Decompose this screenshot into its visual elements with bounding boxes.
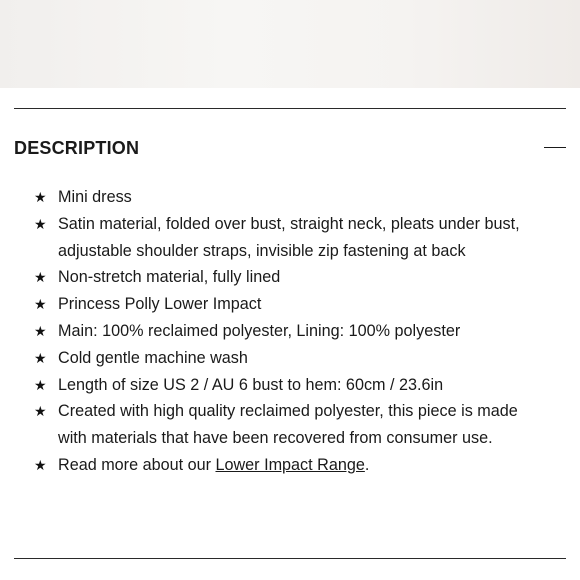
- star-bullet-icon: ★: [34, 456, 47, 473]
- section-divider-bottom: [14, 558, 566, 559]
- read-more-prefix: Read more about our: [58, 455, 216, 474]
- section-divider-top: [14, 108, 566, 109]
- list-item: [34, 264, 544, 291]
- lower-impact-range-link[interactable]: Lower Impact Range: [215, 455, 365, 474]
- list-item: [34, 318, 544, 345]
- star-bullet-icon: ★: [34, 403, 47, 420]
- list-item-text: Satin material, folded over bust, straight neck, pleats under bust, adjustable shoulder straps, invisible zip fastening at back: [58, 214, 520, 260]
- star-bullet-icon: ★: [34, 349, 47, 366]
- list-item-text: Main: 100% reclaimed polyester, Lining: 100% polyester: [58, 321, 461, 340]
- product-image-bottom-edge: [0, 0, 580, 88]
- description-title: DESCRIPTION: [14, 137, 140, 158]
- list-item-text: Cold gentle machine wash: [58, 348, 248, 367]
- minus-icon[interactable]: [544, 137, 566, 159]
- list-item: [34, 398, 544, 452]
- list-item: [34, 452, 544, 479]
- star-bullet-icon: ★: [34, 322, 47, 339]
- star-bullet-icon: ★: [34, 376, 47, 393]
- star-bullet-icon: ★: [34, 215, 47, 232]
- read-more-suffix: .: [364, 455, 370, 474]
- list-item-text: Mini dress: [58, 188, 132, 206]
- list-item-text: Princess Polly Lower Impact: [58, 295, 262, 314]
- list-item-text: [58, 452, 544, 479]
- description-list: [34, 184, 544, 479]
- list-item-text: Created with high quality reclaimed polyester, this piece is made with materials that have been recovered from consumer use.: [58, 402, 518, 448]
- star-bullet-icon: ★: [34, 296, 47, 313]
- list-item: [34, 345, 544, 372]
- list-item: [34, 291, 544, 318]
- list-item-text: Non-stretch material, fully lined: [58, 268, 281, 287]
- list-item: [34, 184, 544, 211]
- list-item: [34, 372, 544, 399]
- star-bullet-icon: ★: [34, 189, 47, 205]
- list-item-text: Length of size US 2 / AU 6 bust to hem: 60cm / 23.6in: [58, 375, 444, 394]
- list-item: [34, 211, 544, 265]
- description-accordion-header[interactable]: [14, 128, 566, 168]
- star-bullet-icon: ★: [34, 269, 47, 286]
